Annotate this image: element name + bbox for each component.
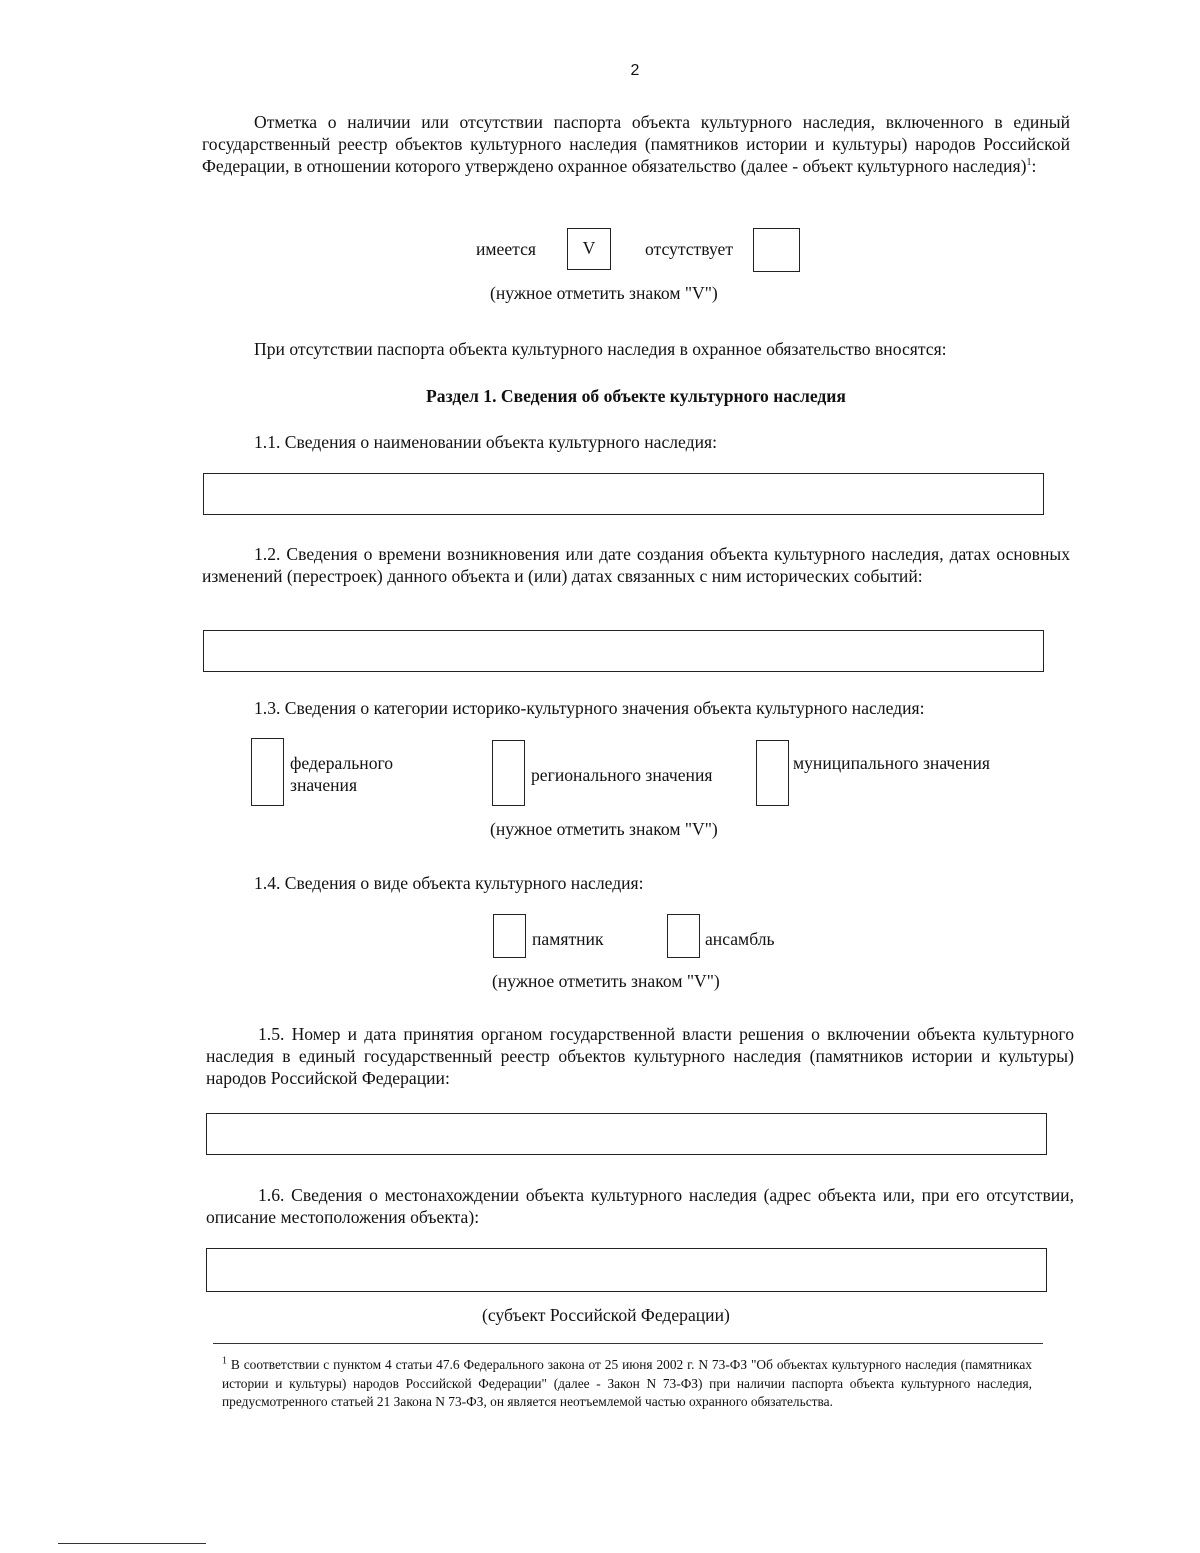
section-1-title: Раздел 1. Сведения об объекте культурного наследия bbox=[426, 386, 846, 406]
s1-4-label: 1.4. Сведения о виде объекта культурного наследия: bbox=[254, 873, 644, 893]
intro-colon: : bbox=[1031, 156, 1037, 176]
s1-3-label: 1.3. Сведения о категории историко-культурного значения объекта культурного наследия: bbox=[254, 698, 925, 718]
passport-has-label: имеется bbox=[476, 239, 536, 259]
s1-3-federal-label: федерального значения bbox=[290, 753, 394, 795]
s1-5-label: 1.5. Номер и дата принятия органом государственной власти решения о включении объекта культурного наследия в единый государственный реестр объектов культурного наследия (памятников истории и культуры) народов Российской Федерации: bbox=[206, 1024, 1074, 1088]
s1-6-caption: (субъект Российской Федерации) bbox=[482, 1305, 730, 1325]
s1-6-label: 1.6. Сведения о местонахождении объекта культурного наследия (адрес объекта или, при его отсутствии, описание местоположения объекта): bbox=[206, 1185, 1074, 1227]
intro-paragraph bbox=[202, 111, 1070, 177]
s1-2-label: 1.2. Сведения о времени возникновения или дате создания объекта культурного наследия, датах основных изменений (перестроек) данного объекта и (или) датах связанных с ним исторических событий: bbox=[202, 544, 1070, 586]
s1-4-ensemble-checkbox[interactable] bbox=[667, 914, 700, 958]
s1-3-regional-label: регионального значения bbox=[531, 765, 713, 785]
passport-absent-checkbox[interactable] bbox=[753, 228, 800, 272]
s1-3-regional-checkbox[interactable] bbox=[492, 740, 525, 806]
footnote-text bbox=[222, 1356, 1032, 1412]
s1-2-dates-field[interactable] bbox=[203, 630, 1044, 672]
footnote-divider bbox=[213, 1343, 1043, 1344]
footnote-ref: 1 bbox=[1026, 157, 1032, 169]
footnote-mark: 1 bbox=[222, 1355, 227, 1367]
passport-hint: (нужное отметить знаком "V") bbox=[490, 283, 718, 303]
s1-3-federal-checkbox[interactable] bbox=[251, 738, 284, 806]
s1-4-ensemble-label: ансамбль bbox=[705, 929, 775, 949]
s1-5-registry-field[interactable] bbox=[206, 1113, 1047, 1155]
s1-4-monument-label: памятник bbox=[532, 929, 604, 949]
s1-3-hint: (нужное отметить знаком "V") bbox=[490, 819, 718, 839]
s1-6-location-field[interactable] bbox=[206, 1248, 1047, 1292]
s1-1-label: 1.1. Сведения о наименовании объекта культурного наследия: bbox=[254, 432, 717, 452]
passport-absent-label: отсутствует bbox=[645, 239, 734, 259]
page-number: 2 bbox=[630, 62, 640, 79]
s1-4-monument-checkbox[interactable] bbox=[493, 914, 526, 958]
absent-note: При отсутствии паспорта объекта культурного наследия в охранное обязательство вносятся: bbox=[254, 339, 947, 359]
s1-3-municipal-checkbox[interactable] bbox=[756, 740, 789, 806]
passport-has-checkbox[interactable]: V bbox=[567, 228, 611, 270]
s1-3-municipal-label: муниципального значения bbox=[793, 753, 991, 773]
footnote-body: В соответствии с пунктом 4 статьи 47.6 Федерального закона от 25 июня 2002 г. N 73-ФЗ "Об объектах культурного наследия (памятниках истории и культуры) народов Российской Федерации" (далее - Закон N 73-ФЗ) при наличии паспорта объекта культурного наследия, предусмотренного статьей 21 Закона N 73-ФЗ, он является неотъемлемой частью охранного обязательства. bbox=[222, 1357, 1032, 1409]
intro-text: Отметка о наличии или отсутствии паспорта объекта культурного наследия, включенного в единый государственный реестр объектов культурного наследия (памятников истории и культуры) народов Российской Федерации, в отношении которого утверждено охранное обязательство (далее - объект культурного наследия) bbox=[202, 112, 1070, 176]
s1-4-hint: (нужное отметить знаком "V") bbox=[492, 971, 720, 991]
s1-1-name-field[interactable] bbox=[203, 473, 1044, 515]
bottom-margin-line bbox=[58, 1543, 206, 1544]
